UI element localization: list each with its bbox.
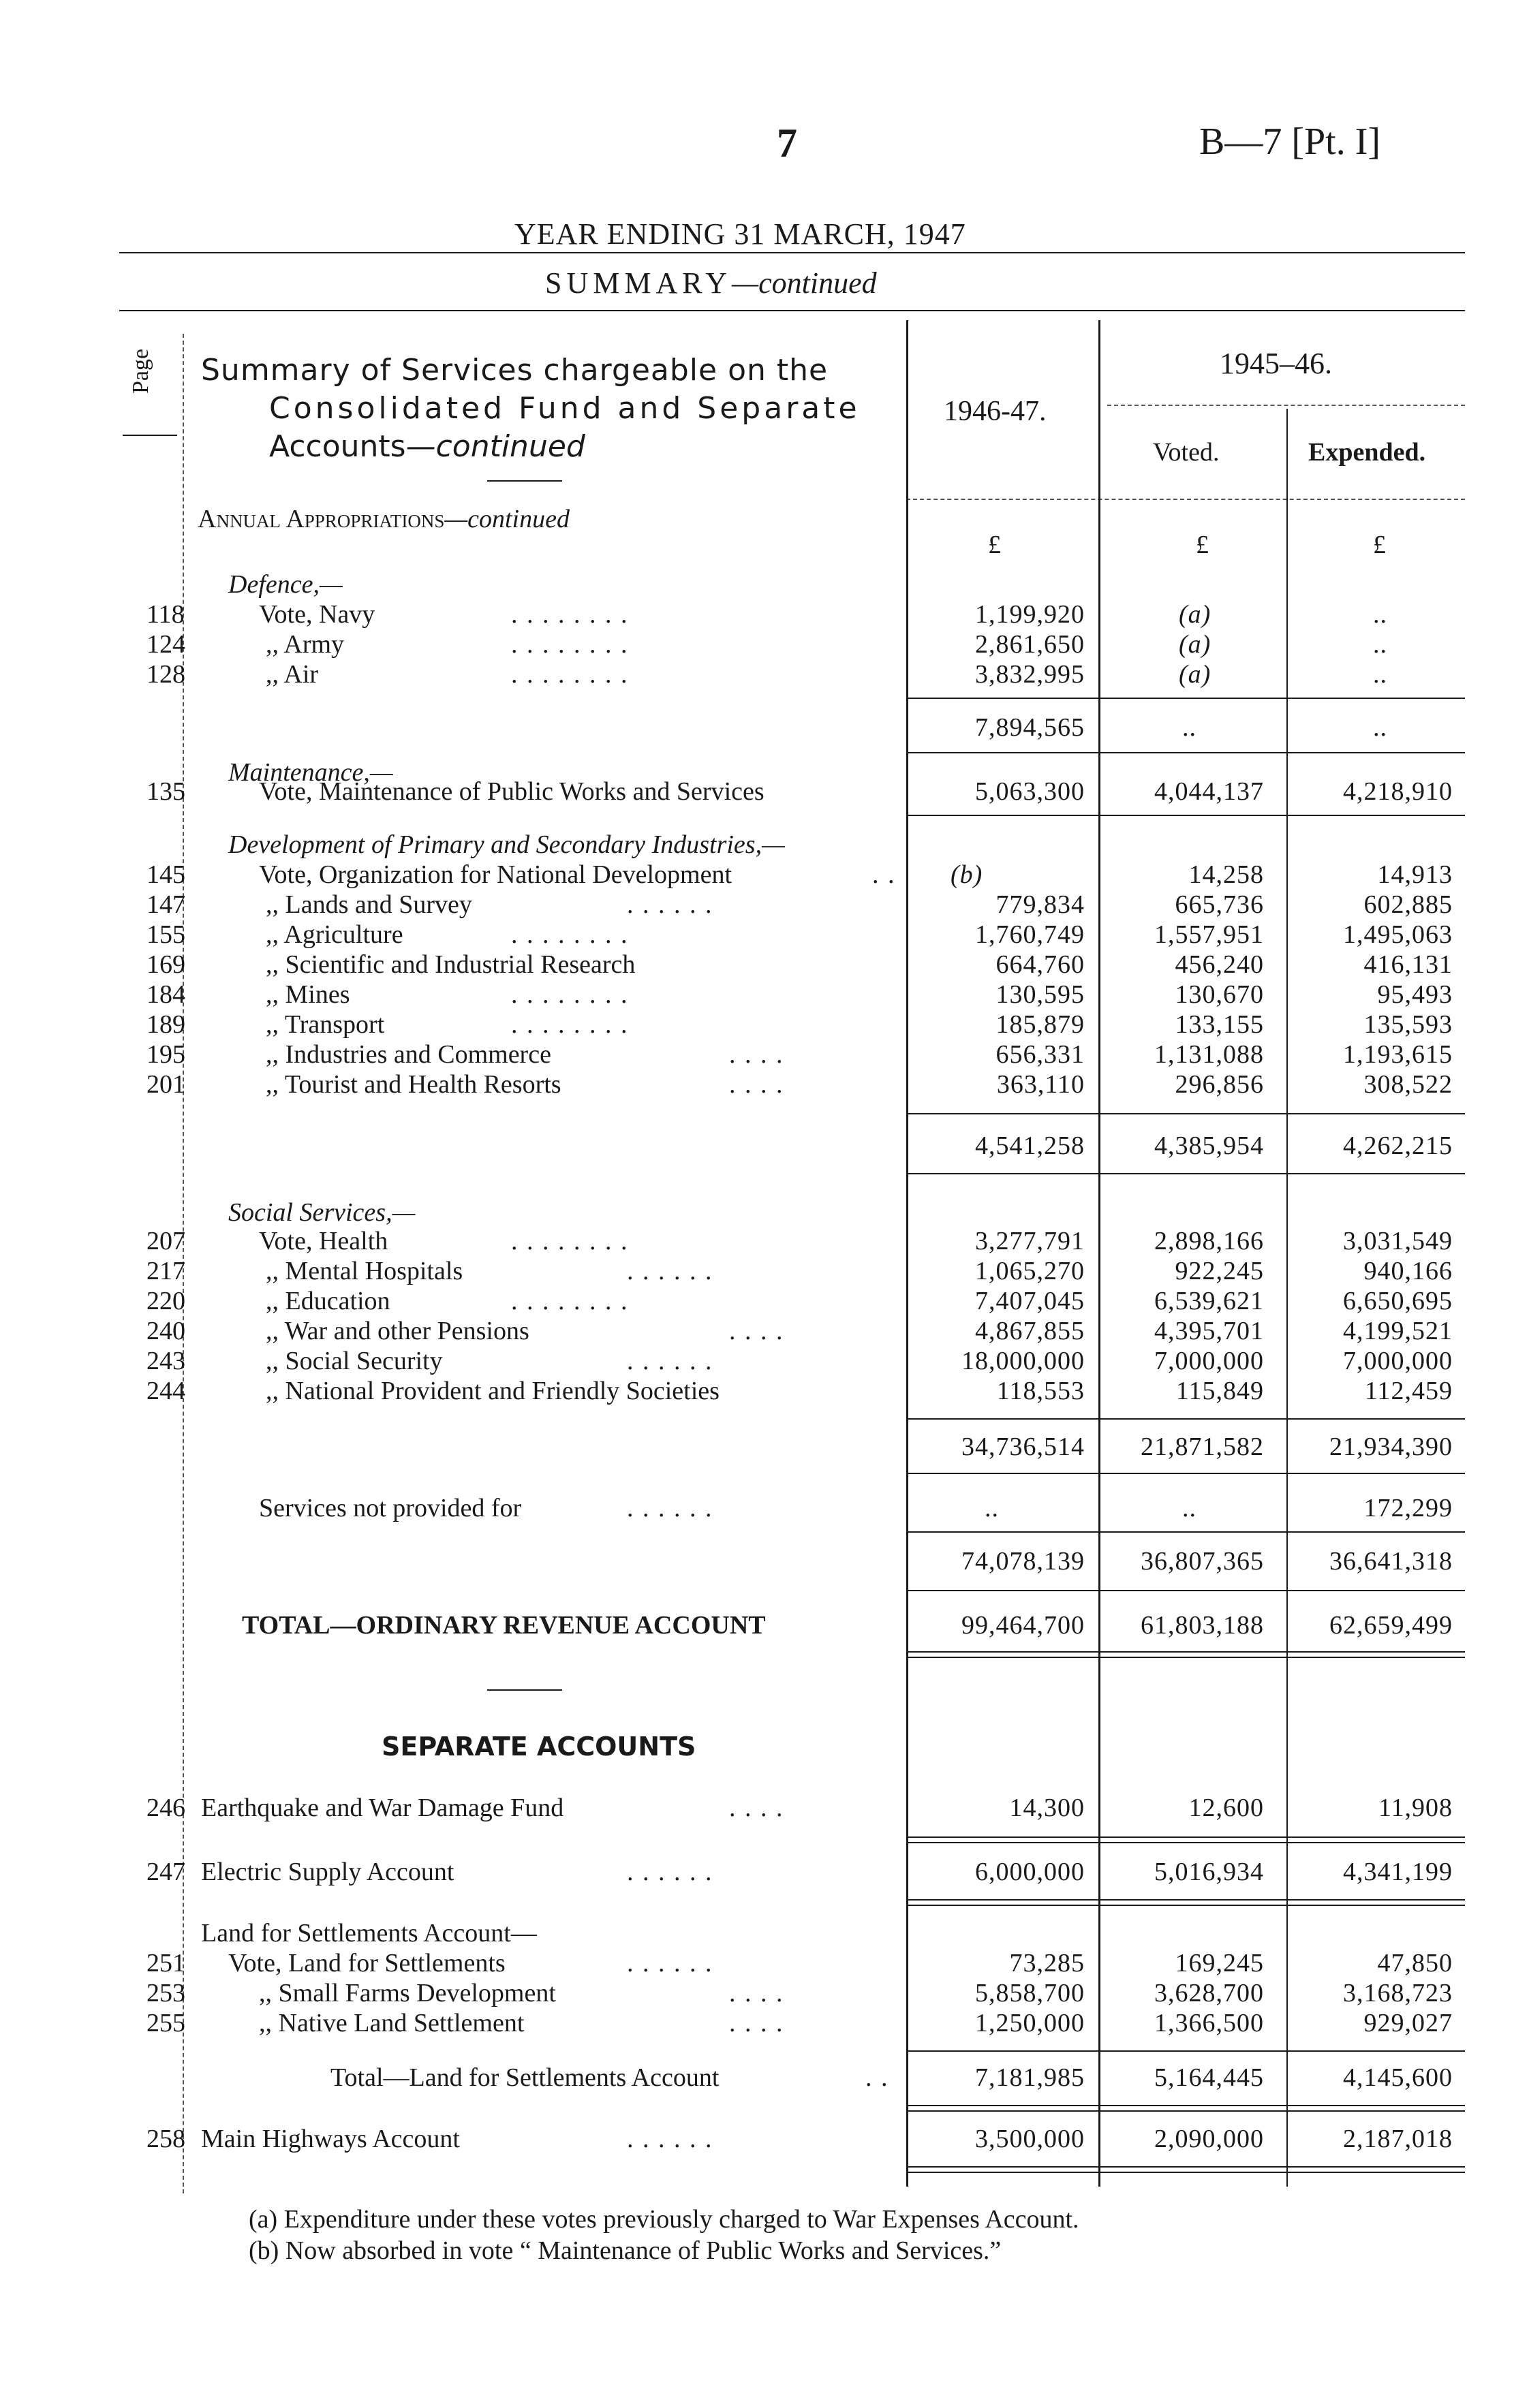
row-label: ,, Education bbox=[266, 1287, 390, 1315]
section-annual-appropriations: Annual Appropriations—continued bbox=[198, 505, 570, 533]
table-row bbox=[0, 980, 1529, 1010]
annual-total-row bbox=[0, 1546, 1529, 1576]
page-ref: 147 bbox=[146, 890, 185, 919]
value-expended: 6,650,695 bbox=[1343, 1287, 1453, 1315]
page-ref: 184 bbox=[146, 980, 185, 1009]
value-voted: 115,849 bbox=[1175, 1377, 1264, 1405]
value-expended: .. bbox=[1373, 630, 1387, 659]
leader-dots: . . . . . . . . bbox=[511, 1010, 629, 1039]
social-services-heading: Social Services,— bbox=[228, 1198, 416, 1227]
leader-dots: . . . . . . . . bbox=[511, 660, 629, 689]
leader-dots: . . . . bbox=[729, 2009, 784, 2037]
page-ref: 135 bbox=[146, 777, 185, 806]
value-expended: 135,593 bbox=[1363, 1010, 1453, 1039]
subtotal-rule bbox=[906, 1113, 1465, 1114]
value-voted: 296,856 bbox=[1175, 1070, 1264, 1099]
footnote-b: (b) Now absorbed in vote “ Maintenance of Public Works and Services.” bbox=[249, 2236, 1002, 2265]
row-label: ,, Industries and Commerce bbox=[266, 1040, 551, 1069]
table-top-rule bbox=[119, 310, 1465, 311]
value-voted: (a) bbox=[1179, 630, 1211, 659]
value-1946: 1,250,000 bbox=[975, 2009, 1085, 2037]
value-1946: (b) bbox=[951, 860, 983, 889]
page-ref: 243 bbox=[146, 1347, 185, 1375]
value-voted: 7,000,000 bbox=[1154, 1347, 1264, 1375]
summary-word: SUMMARY bbox=[545, 266, 732, 300]
leader-dots: . . . . bbox=[729, 1979, 784, 2007]
value-1946: 18,000,000 bbox=[961, 1347, 1085, 1375]
value-1946: 656,331 bbox=[995, 1040, 1085, 1069]
land-settlements-heading: Land for Settlements Account— bbox=[201, 1919, 537, 1948]
page-ref: 220 bbox=[146, 1287, 185, 1315]
page-ref: 251 bbox=[146, 1949, 185, 1977]
subtotal-row bbox=[0, 1131, 1529, 1161]
value-voted: .. bbox=[1182, 1494, 1196, 1522]
year-title: YEAR ENDING 31 MARCH, 1947 bbox=[514, 217, 966, 251]
row-label: Vote, Maintenance of Public Works and Services bbox=[259, 777, 764, 806]
leader-dots: . . . . . . . . bbox=[511, 630, 629, 659]
page-ref: 244 bbox=[146, 1377, 185, 1405]
value-1946: 779,834 bbox=[995, 890, 1085, 919]
value-expended: 7,000,000 bbox=[1343, 1347, 1453, 1375]
ordinary-total-1946: 99,464,700 bbox=[961, 1611, 1085, 1640]
year-1945-header: 1945–46. bbox=[1220, 347, 1332, 380]
header-bottom-divider bbox=[906, 499, 1465, 500]
value-1946: 1,760,749 bbox=[975, 920, 1085, 949]
value-1946: 5,063,300 bbox=[975, 777, 1085, 806]
value-voted: 4,395,701 bbox=[1154, 1317, 1264, 1345]
table-row bbox=[0, 1010, 1529, 1039]
row-label: ,, Social Security bbox=[266, 1347, 443, 1375]
row-label: ,, Native Land Settlement bbox=[259, 2009, 525, 2037]
value-expended: 602,885 bbox=[1363, 890, 1453, 919]
ordinary-total-label: TOTAL—ORDINARY REVENUE ACCOUNT bbox=[242, 1611, 766, 1640]
document-reference: B—7 [Pt. I] bbox=[1199, 121, 1380, 163]
leader-dots: . . . . bbox=[729, 1317, 784, 1345]
table-row bbox=[0, 1256, 1529, 1286]
page-column-header: Page bbox=[128, 348, 153, 394]
value-expended: 416,131 bbox=[1363, 950, 1453, 979]
land-total-row bbox=[0, 2063, 1529, 2093]
table-row bbox=[0, 950, 1529, 980]
page-ref: 246 bbox=[146, 1794, 185, 1822]
ordinary-total-voted: 61,803,188 bbox=[1141, 1611, 1264, 1640]
row-label: ,, Mental Hospitals bbox=[266, 1257, 463, 1285]
value-expended: 4,218,910 bbox=[1343, 777, 1453, 806]
value-expended: 929,027 bbox=[1363, 2009, 1453, 2037]
value-1946: 185,879 bbox=[995, 1010, 1085, 1039]
year-1945-divider bbox=[1107, 405, 1465, 406]
value-1946: 1,065,270 bbox=[975, 1257, 1085, 1285]
value-voted: 1,131,088 bbox=[1154, 1040, 1264, 1069]
value-voted: 2,898,166 bbox=[1154, 1227, 1264, 1255]
value-1946: 5,858,700 bbox=[975, 1979, 1085, 2007]
page-ref: 240 bbox=[146, 1317, 185, 1345]
value-expended: 172,299 bbox=[1363, 1494, 1453, 1522]
services-header-line1: Summary of Services chargeable on the bbox=[201, 353, 829, 388]
page-header-rule bbox=[123, 435, 177, 436]
row-label: ,, Small Farms Development bbox=[259, 1979, 556, 2007]
leader-dots: . . . . . . bbox=[627, 1494, 713, 1522]
value-voted: 1,557,951 bbox=[1154, 920, 1264, 949]
value-1946: 664,760 bbox=[995, 950, 1085, 979]
voted-header: Voted. bbox=[1153, 438, 1220, 467]
value-voted: (a) bbox=[1179, 660, 1211, 689]
page-ref: 217 bbox=[146, 1257, 185, 1285]
currency-1946: £ bbox=[988, 531, 1001, 559]
row-label: Main Highways Account bbox=[201, 2125, 460, 2153]
value-expended: 4,199,521 bbox=[1343, 1317, 1453, 1345]
value-voted: 665,736 bbox=[1175, 890, 1264, 919]
land-total-label: Total—Land for Settlements Account bbox=[330, 2063, 720, 2092]
value-1946: 2,861,650 bbox=[975, 630, 1085, 659]
value-voted: 6,539,621 bbox=[1154, 1287, 1264, 1315]
ordinary-total-row bbox=[0, 1610, 1529, 1640]
defence-heading: Defence,— bbox=[228, 570, 343, 599]
row-label: ,, War and other Pensions bbox=[266, 1317, 529, 1345]
table-row bbox=[0, 1069, 1529, 1099]
row-label: Vote, Organization for National Development bbox=[259, 860, 732, 889]
value-expended: 112,459 bbox=[1364, 1377, 1453, 1405]
page-ref: 145 bbox=[146, 860, 185, 889]
value-expended: 14,913 bbox=[1377, 860, 1453, 889]
leader-dots: . . bbox=[865, 2063, 889, 2092]
page-ref: 189 bbox=[146, 1010, 185, 1039]
table-row bbox=[0, 860, 1529, 890]
row-label: ,, Mines bbox=[266, 980, 350, 1009]
row-label: Vote, Navy bbox=[259, 600, 375, 629]
leader-dots: . . . . . . bbox=[627, 1949, 713, 1977]
value-voted: 12,600 bbox=[1188, 1794, 1264, 1822]
table-row bbox=[0, 629, 1529, 659]
value-1946: 3,500,000 bbox=[975, 2125, 1085, 2153]
subtotal-expended: .. bbox=[1373, 713, 1387, 742]
subtotal-row bbox=[0, 1432, 1529, 1462]
services-header-rule bbox=[487, 480, 562, 482]
value-voted: 1,366,500 bbox=[1154, 2009, 1264, 2037]
value-voted: 5,016,934 bbox=[1154, 1858, 1264, 1886]
land-total-1946: 7,181,985 bbox=[975, 2063, 1085, 2092]
summary-continued: —continued bbox=[731, 266, 877, 300]
table-row bbox=[0, 1857, 1529, 1887]
subtotal-1946: 7,894,565 bbox=[975, 713, 1085, 742]
leader-dots: . . . . . . bbox=[627, 890, 713, 919]
leader-dots: . . . . . . bbox=[627, 1347, 713, 1375]
table-row bbox=[0, 1039, 1529, 1069]
table-row bbox=[0, 1793, 1529, 1823]
value-voted: 169,245 bbox=[1175, 1949, 1264, 1977]
row-label: Vote, Land for Settlements bbox=[228, 1949, 506, 1977]
value-expended: 95,493 bbox=[1377, 980, 1453, 1009]
value-1946: 73,285 bbox=[1009, 1949, 1085, 1977]
summary-title bbox=[545, 266, 877, 300]
table-row bbox=[0, 1316, 1529, 1346]
row-label: Services not provided for bbox=[259, 1494, 522, 1522]
page-ref: 253 bbox=[146, 1979, 185, 2007]
table-row bbox=[0, 920, 1529, 950]
page-ref: 124 bbox=[146, 630, 185, 659]
value-1946: 6,000,000 bbox=[975, 1858, 1085, 1886]
value-1946: 1,199,920 bbox=[975, 600, 1085, 629]
row-label: Electric Supply Account bbox=[201, 1858, 454, 1886]
table-row bbox=[0, 2124, 1529, 2154]
value-1946: 4,867,855 bbox=[975, 1317, 1085, 1345]
row-label: ,, Agriculture bbox=[266, 920, 403, 949]
value-voted: 3,628,700 bbox=[1154, 1979, 1264, 2007]
row-label: ,, Tourist and Health Resorts bbox=[266, 1070, 561, 1099]
expended-header: Expended. bbox=[1308, 438, 1426, 467]
value-voted: (a) bbox=[1179, 600, 1211, 629]
row-label: ,, Transport bbox=[266, 1010, 385, 1039]
value-voted: 14,258 bbox=[1188, 860, 1264, 889]
subtotal-1946: 34,736,514 bbox=[961, 1433, 1085, 1461]
value-expended: .. bbox=[1373, 600, 1387, 629]
row-label: Vote, Health bbox=[259, 1227, 388, 1255]
leader-dots: . . . . . . . . bbox=[511, 600, 629, 629]
leader-dots: . . . . bbox=[729, 1070, 784, 1099]
table-row bbox=[0, 599, 1529, 629]
separate-accounts-heading: SEPARATE ACCOUNTS bbox=[382, 1732, 696, 1762]
page-ref: 169 bbox=[146, 950, 185, 979]
land-total-expended: 4,145,600 bbox=[1343, 2063, 1453, 2092]
total-1946: 74,078,139 bbox=[961, 1547, 1085, 1576]
subtotal-expended: 4,262,215 bbox=[1343, 1131, 1453, 1160]
ordinary-total-expended: 62,659,499 bbox=[1329, 1611, 1453, 1640]
value-expended: 1,193,615 bbox=[1343, 1040, 1453, 1069]
table-row bbox=[0, 1286, 1529, 1316]
land-total-voted: 5,164,445 bbox=[1154, 2063, 1264, 2092]
table-row bbox=[0, 659, 1529, 689]
header-rule bbox=[119, 252, 1465, 253]
section-divider bbox=[487, 1689, 562, 1691]
subtotal-expended: 21,934,390 bbox=[1329, 1433, 1453, 1461]
value-expended: 3,031,549 bbox=[1343, 1227, 1453, 1255]
value-expended: 11,908 bbox=[1378, 1794, 1453, 1822]
table-row bbox=[0, 1346, 1529, 1376]
value-expended: .. bbox=[1373, 660, 1387, 689]
table-row bbox=[0, 1978, 1529, 2008]
value-voted: 4,044,137 bbox=[1154, 777, 1264, 806]
total-voted: 36,807,365 bbox=[1141, 1547, 1264, 1576]
total-expended: 36,641,318 bbox=[1329, 1547, 1453, 1576]
value-1946: 14,300 bbox=[1009, 1794, 1085, 1822]
subtotal-1946: 4,541,258 bbox=[975, 1131, 1085, 1160]
leader-dots: . . . . bbox=[729, 1794, 784, 1822]
table-row bbox=[0, 1226, 1529, 1256]
page-ref: 255 bbox=[146, 2009, 185, 2037]
page-ref: 247 bbox=[146, 1858, 185, 1886]
row-label: ,, Scientific and Industrial Research bbox=[266, 950, 636, 979]
leader-dots: . . . . . . bbox=[627, 1858, 713, 1886]
table-row bbox=[0, 777, 1529, 807]
row-label: Earthquake and War Damage Fund bbox=[201, 1794, 564, 1822]
value-1946: .. bbox=[985, 1494, 999, 1522]
value-expended: 940,166 bbox=[1363, 1257, 1453, 1285]
leader-dots: . . . . . . bbox=[627, 2125, 713, 2153]
leader-dots: . . . . . . . . bbox=[511, 920, 629, 949]
row-label: ,, National Provident and Friendly Societies bbox=[266, 1377, 720, 1405]
value-expended: 2,187,018 bbox=[1343, 2125, 1453, 2153]
table-row bbox=[0, 1948, 1529, 1978]
value-voted: 456,240 bbox=[1175, 950, 1264, 979]
page-ref: 195 bbox=[146, 1040, 185, 1069]
value-1946: 7,407,045 bbox=[975, 1287, 1085, 1315]
page-ref: 201 bbox=[146, 1070, 185, 1099]
value-voted: 2,090,000 bbox=[1154, 2125, 1264, 2153]
leader-dots: . . . . . . . . bbox=[511, 980, 629, 1009]
footnote-a: (a) Expenditure under these votes previously charged to War Expenses Account. bbox=[249, 2205, 1079, 2234]
services-header-line2: Consolidated Fund and Separate bbox=[269, 391, 861, 426]
row-label: ,, Army bbox=[266, 630, 345, 659]
page-number: 7 bbox=[777, 121, 797, 166]
value-expended: 308,522 bbox=[1363, 1070, 1453, 1099]
leader-dots: . . . . . . bbox=[627, 1257, 713, 1285]
page-ref: 118 bbox=[146, 600, 185, 629]
value-voted: 130,670 bbox=[1175, 980, 1264, 1009]
subtotal-rule bbox=[906, 1418, 1465, 1420]
table-row bbox=[0, 1376, 1529, 1406]
currency-expended: £ bbox=[1373, 531, 1386, 559]
value-voted: 922,245 bbox=[1175, 1257, 1264, 1285]
leader-dots: . . . . . . . . bbox=[511, 1287, 629, 1315]
subtotal-voted: 21,871,582 bbox=[1141, 1433, 1264, 1461]
value-expended: 3,168,723 bbox=[1343, 1979, 1453, 2007]
subtotal-voted: .. bbox=[1182, 713, 1196, 742]
value-1946: 3,277,791 bbox=[975, 1227, 1085, 1255]
development-heading: Development of Primary and Secondary Industries,— bbox=[228, 830, 785, 859]
leader-dots: . . . . . . . . bbox=[511, 1227, 629, 1255]
value-1946: 118,553 bbox=[996, 1377, 1085, 1405]
subtotal-row bbox=[0, 713, 1529, 742]
value-expended: 47,850 bbox=[1377, 1949, 1453, 1977]
value-1946: 3,832,995 bbox=[975, 660, 1085, 689]
page-ref: 128 bbox=[146, 660, 185, 689]
value-expended: 4,341,199 bbox=[1343, 1858, 1453, 1886]
leader-dots: . . bbox=[872, 860, 896, 889]
table-row bbox=[0, 890, 1529, 920]
row-label: ,, Lands and Survey bbox=[266, 890, 472, 919]
value-1946: 130,595 bbox=[995, 980, 1085, 1009]
subtotal-rule bbox=[906, 698, 1465, 699]
page-ref: 258 bbox=[146, 2125, 185, 2153]
value-expended: 1,495,063 bbox=[1343, 920, 1453, 949]
page-ref: 207 bbox=[146, 1227, 185, 1255]
page-ref: 155 bbox=[146, 920, 185, 949]
maintenance-heading: Maintenance,— bbox=[228, 758, 393, 787]
value-voted: 133,155 bbox=[1175, 1010, 1264, 1039]
row-label: ,, Air bbox=[266, 660, 319, 689]
not-provided-row bbox=[0, 1493, 1529, 1523]
leader-dots: . . . . bbox=[729, 1040, 784, 1069]
year-1946-header: 1946-47. bbox=[944, 396, 1047, 427]
subtotal-voted: 4,385,954 bbox=[1154, 1131, 1264, 1160]
services-header-line3: Accounts—continued bbox=[269, 429, 585, 464]
table-row bbox=[0, 2008, 1529, 2038]
value-1946: 363,110 bbox=[996, 1070, 1085, 1099]
currency-voted: £ bbox=[1196, 531, 1209, 559]
